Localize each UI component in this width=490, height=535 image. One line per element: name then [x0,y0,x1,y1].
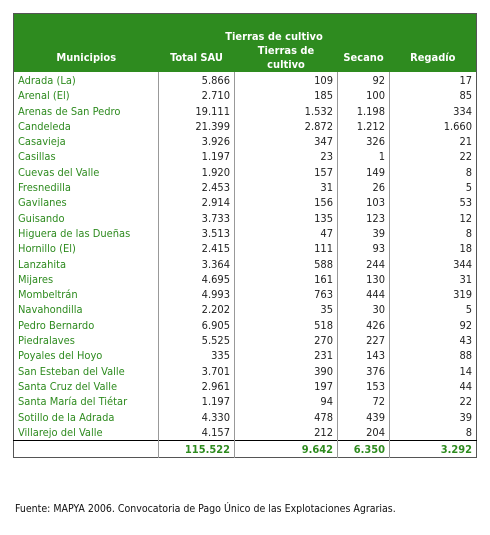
secano-cell: 26 [338,180,390,195]
regadio-cell: 22 [459,150,473,164]
data-table-container [13,13,476,458]
tierras-cultivo-cell: 111 [235,241,338,256]
tierras-cultivo-cell: 161 [235,272,338,287]
total-tierras-cell: 9.642 [235,441,338,458]
secano-cell: 1.212 [338,119,390,134]
secano-cell: 39 [338,226,390,241]
regadio-cell: 53 [459,196,473,210]
municipio-cell: Fresnedilla [14,180,159,195]
total-sau-cell: 2.415 [159,241,235,256]
table-row [14,211,477,226]
total-sau-cell: 5.866 [159,72,235,88]
secano-cell: 376 [338,364,390,379]
column-header-total-sau: Total SAU [159,44,235,72]
table-row [14,425,477,441]
regadio-cell: 43 [459,334,473,348]
tierras-cultivo-cell: 35 [235,302,338,317]
tierras-cultivo-cell: 185 [235,88,338,103]
total-sau-cell: 21.399 [159,119,235,134]
tierras-cultivo-cell: 347 [235,134,338,149]
total-sau-cell: 3.701 [159,364,235,379]
secano-cell: 123 [338,211,390,226]
regadio-cell: 21 [459,135,473,149]
total-sau-cell: 2.202 [159,302,235,317]
table-row [14,134,477,149]
secano-cell: 143 [338,348,390,363]
total-sau-cell: 2.453 [159,180,235,195]
secano-cell: 227 [338,333,390,348]
table-row [14,333,477,348]
regadio-cell: 5 [465,303,473,317]
total-sau-cell: 1.197 [159,394,235,409]
tierras-cultivo-cell: 763 [235,287,338,302]
municipio-cell: San Esteban del Valle [14,364,159,379]
total-sau-cell: 3.733 [159,211,235,226]
municipio-cell: Adrada (La) [14,72,159,88]
total-sau-cell: 1.197 [159,149,235,164]
total-sau-cell: 2.914 [159,195,235,210]
regadio-cell: 319 [453,288,473,302]
tierras-cultivo-cell: 270 [235,333,338,348]
tierras-cultivo-cell: 94 [235,394,338,409]
column-header-tierras-cultivo: Tierras de cultivo [235,44,338,72]
secano-cell: 204 [338,425,390,441]
municipio-cell: Guisando [14,211,159,226]
table-row [14,364,477,379]
secano-cell: 244 [338,257,390,272]
table-row [14,287,477,302]
regadio-cell: 12 [459,211,473,225]
tierras-cultivo-cell: 1.532 [235,104,338,119]
table-row [14,180,477,195]
table-row [14,104,477,119]
table-row [14,241,477,256]
municipio-cell: Navahondilla [14,302,159,317]
tierras-cultivo-cell: 23 [235,149,338,164]
regadio-cell: 14 [459,364,473,378]
municipio-cell: Piedralaves [14,333,159,348]
secano-cell: 326 [338,134,390,149]
municipio-cell: Santa Cruz del Valle [14,379,159,394]
tierras-cultivo-cell: 156 [235,195,338,210]
header-group-label: Tierras de cultivo [159,14,390,45]
regadio-cell: 334 [453,104,473,118]
municipio-cell: Sotillo de la Adrada [14,410,159,425]
tierras-cultivo-cell: 478 [235,410,338,425]
header-group-row [14,14,477,45]
table-row [14,348,477,363]
table-row [14,318,477,333]
regadio-cell: 8 [465,425,473,439]
tierras-cultivo-cell: 231 [235,348,338,363]
regadio-cell: 22 [459,395,473,409]
secano-cell: 72 [338,394,390,409]
table-row [14,226,477,241]
total-label-cell [14,441,159,458]
total-sau-cell: 335 [159,348,235,363]
regadio-cell: 8 [465,226,473,240]
municipio-cell: Mombeltrán [14,287,159,302]
municipio-cell: Poyales del Hoyo [14,348,159,363]
table-header [14,14,477,73]
municipio-cell: Casavieja [14,134,159,149]
header-columns-row [14,44,477,72]
tierras-cultivo-cell: 212 [235,425,338,441]
regadio-cell: 88 [459,349,473,363]
regadio-cell: 8 [465,165,473,179]
column-header-municipios: Municipios [14,44,159,72]
total-sau-cell: 4.695 [159,272,235,287]
table-body [14,72,477,441]
total-sau-cell: 6.905 [159,318,235,333]
regadio-cell: 85 [459,89,473,103]
regadio-cell: 17 [459,74,473,87]
total-sau-cell: 4.157 [159,425,235,441]
column-header-regadio: Regadío [390,44,477,72]
source-note: Fuente: MAPYA 2006. Convocatoria de Pago Único de las Explotaciones Agrarias. [15,503,396,515]
total-sau-cell: 3.926 [159,134,235,149]
municipio-cell: Santa María del Tiétar [14,394,159,409]
table-row [14,72,477,88]
tierras-cultivo-cell: 2.872 [235,119,338,134]
municipio-cell: Arenas de San Pedro [14,104,159,119]
column-header-secano: Secano [338,44,390,72]
total-sau-cell: 4.330 [159,410,235,425]
table-row [14,165,477,180]
municipio-cell: Lanzahita [14,257,159,272]
secano-cell: 149 [338,165,390,180]
total-sau-cell: 115.522 [159,441,235,458]
municipio-cell: Gavilanes [14,195,159,210]
secano-cell: 92 [338,72,390,88]
total-sau-cell: 5.525 [159,333,235,348]
secano-cell: 426 [338,318,390,333]
regadio-cell: 31 [459,272,473,286]
table-row [14,272,477,287]
secano-cell: 103 [338,195,390,210]
table-row [14,257,477,272]
tierras-cultivo-cell: 157 [235,165,338,180]
tierras-cultivo-cell: 109 [235,72,338,88]
municipio-cell: Arenal (El) [14,88,159,103]
regadio-cell: 5 [465,181,473,195]
secano-cell: 439 [338,410,390,425]
tierras-cultivo-cell: 47 [235,226,338,241]
total-sau-cell: 1.920 [159,165,235,180]
regadio-cell: 92 [459,318,473,332]
table-row [14,379,477,394]
table-row [14,302,477,317]
regadio-cell: 44 [459,379,473,393]
tierras-cultivo-cell: 518 [235,318,338,333]
tierras-cultivo-cell: 135 [235,211,338,226]
municipio-cell: Cuevas del Valle [14,165,159,180]
tierras-cultivo-cell: 588 [235,257,338,272]
total-sau-cell: 3.513 [159,226,235,241]
municipio-cell: Villarejo del Valle [14,425,159,441]
table-row [14,394,477,409]
regadio-cell: 18 [459,242,473,256]
total-sau-cell: 4.993 [159,287,235,302]
municipio-cell: Casillas [14,149,159,164]
table-footer [14,441,477,458]
secano-cell: 153 [338,379,390,394]
tierras-cultivo-cell: 197 [235,379,338,394]
header-blank-cell [14,14,159,45]
secano-cell: 30 [338,302,390,317]
municipio-cell: Hornillo (El) [14,241,159,256]
total-regadio-cell: 3.292 [390,441,477,458]
total-secano-cell: 6.350 [338,441,390,458]
header-blank-cell [390,14,477,45]
tierras-cultivo-cell: 31 [235,180,338,195]
municipio-cell: Higuera de las Dueñas [14,226,159,241]
table-row [14,88,477,103]
regadio-cell: 1.660 [443,119,473,133]
regadio-cell: 39 [459,410,473,424]
agricultural-land-table [13,13,477,458]
municipio-cell: Candeleda [14,119,159,134]
table-row [14,195,477,210]
table-row [14,149,477,164]
total-sau-cell: 2.961 [159,379,235,394]
totals-row [14,441,477,458]
secano-cell: 444 [338,287,390,302]
regadio-cell: 344 [453,257,473,271]
secano-cell: 1 [338,149,390,164]
total-sau-cell: 2.710 [159,88,235,103]
secano-cell: 100 [338,88,390,103]
table-row [14,119,477,134]
total-sau-cell: 19.111 [159,104,235,119]
secano-cell: 1.198 [338,104,390,119]
secano-cell: 93 [338,241,390,256]
table-row [14,410,477,425]
tierras-cultivo-cell: 390 [235,364,338,379]
total-sau-cell: 3.364 [159,257,235,272]
municipio-cell: Mijares [14,272,159,287]
secano-cell: 130 [338,272,390,287]
municipio-cell: Pedro Bernardo [14,318,159,333]
